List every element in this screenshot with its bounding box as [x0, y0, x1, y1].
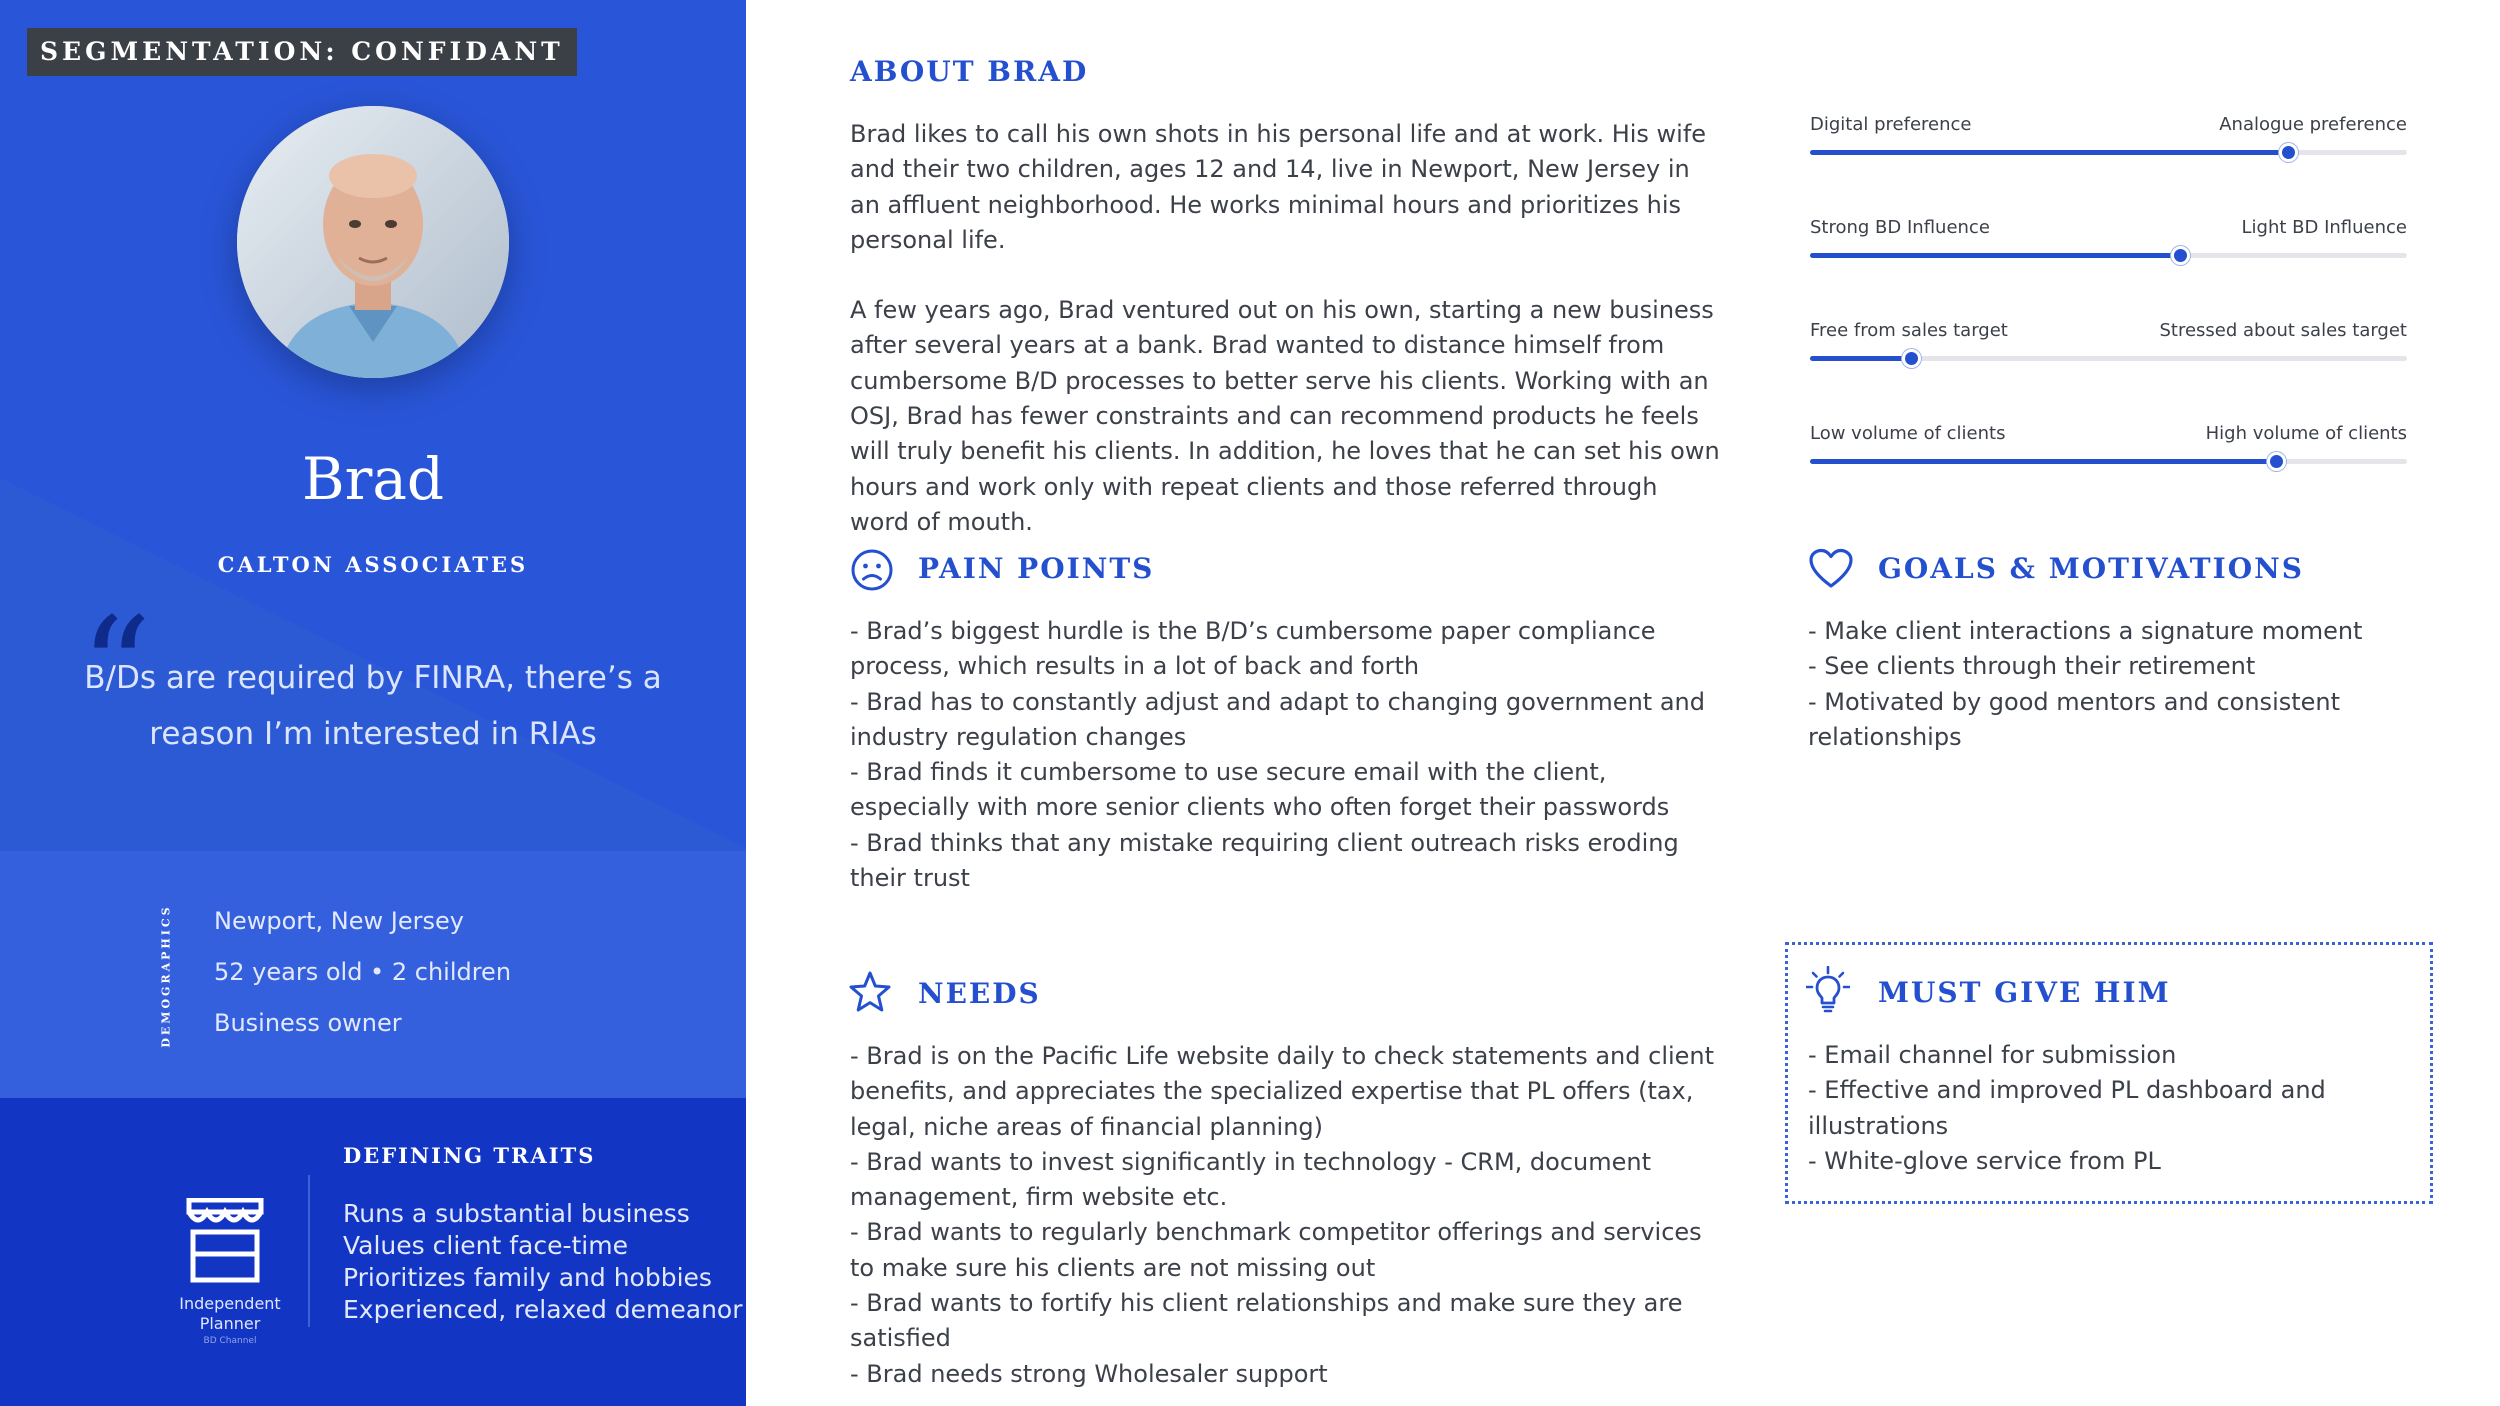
pain-point-item: - Brad thinks that any mistake requiring client outreach risks eroding their trust: [850, 828, 1679, 893]
must-give-him-list: [1808, 1038, 2418, 1179]
must-give-item: - Effective and improved PL dashboard and illustrations: [1808, 1076, 2326, 1140]
bd-channel-label: BD Channel: [203, 1336, 257, 1346]
quote-mark-icon: “: [80, 588, 152, 751]
portrait-illustration: [237, 106, 509, 378]
independent-planner-label: Independent Planner: [179, 1294, 281, 1333]
slider-right-label: Stressed about sales target: [2159, 320, 2407, 341]
trait-item: Values client face-time: [343, 1231, 628, 1260]
pain-points-title: PAIN POINTS: [918, 552, 1155, 585]
need-item: - Brad wants to invest significantly in technology - CRM, document management, firm website etc.: [850, 1147, 1651, 1212]
about-paragraph: A few years ago, Brad ventured out on his own, starting a new business after several years at a bank. Brad wanted to distance himself from cumbersome B/D processes to better serve his clients. Working with an OSJ, Brad has fewer constraints and can recommend products he feels will truly benefit his clients. In addition, he loves that he can set his own hours and work only with repeat clients and those referred through word of mouth.: [850, 296, 1720, 536]
defining-traits-list: [343, 1198, 743, 1326]
slider-knob[interactable]: [1902, 349, 1921, 368]
about-title: ABOUT BRAD: [850, 55, 1089, 88]
star-icon: [848, 970, 892, 1014]
demographic-occupation: Business owner: [214, 1009, 402, 1037]
traits-divider: [308, 1175, 310, 1327]
pain-point-item: - Brad has to constantly adjust and adapt to changing government and industry regulation changes: [850, 687, 1705, 751]
slider-left-label: Low volume of clients: [1810, 423, 2006, 444]
slider-bd-influence: [1810, 217, 2407, 277]
slider-fill: [1810, 253, 2180, 258]
persona-name: Brad: [301, 445, 445, 513]
slider-digital-analogue: [1810, 114, 2407, 174]
needs-list: [850, 1039, 1720, 1392]
trait-item: Runs a substantial business: [343, 1199, 690, 1228]
slider-right-label: High volume of clients: [2205, 423, 2407, 444]
pain-points-list: [850, 614, 1720, 896]
slider-fill: [1810, 150, 2288, 155]
needs-title: NEEDS: [918, 977, 1041, 1010]
need-item: - Brad wants to regularly benchmark competitor offerings and services to make sure his clients are not missing out: [850, 1218, 1702, 1282]
slider-fill: [1810, 459, 2276, 464]
about-paragraph: Brad likes to call his own shots in his personal life and at work. His wife and their two children, ages 12 and 14, live in Newport, New Jersey in an affluent neighborhood. He works minimal hours and prioritizes his personal life.: [850, 120, 1707, 254]
lightbulb-icon: [1806, 966, 1850, 1016]
company-name: CALTON ASSOCIATES: [217, 552, 529, 577]
trait-item: Experienced, relaxed demeanor: [343, 1295, 743, 1324]
demographic-location: Newport, New Jersey: [214, 907, 464, 935]
slider-knob[interactable]: [2267, 452, 2286, 471]
goal-item: - See clients through their retirement: [1808, 652, 2256, 681]
must-give-item: - White-glove service from PL: [1808, 1146, 2161, 1175]
slider-sales-target: [1810, 320, 2407, 380]
sad-face-icon: [850, 548, 894, 592]
must-give-him-title: MUST GIVE HIM: [1878, 976, 2171, 1009]
slider-client-volume: [1810, 423, 2407, 483]
slider-fill: [1810, 356, 1911, 361]
slider-knob[interactable]: [2171, 246, 2190, 265]
demographic-age-family: 52 years old • 2 children: [214, 958, 512, 986]
segmentation-badge: SEGMENTATION: CONFIDANT: [27, 28, 577, 76]
pain-point-item: - Brad finds it cumbersome to use secure email with the client, especially with more senior clients who often forget their passwords: [850, 758, 1670, 822]
slider-left-label: Free from sales target: [1810, 320, 2008, 341]
defining-traits-title: DEFINING TRAITS: [343, 1143, 596, 1168]
about-body: [850, 117, 1720, 540]
slider-right-label: Analogue preference: [2219, 114, 2407, 135]
storefront-icon: [185, 1198, 265, 1284]
slider-left-label: Digital preference: [1810, 114, 1972, 135]
slider-right-label: Light BD Influence: [2241, 217, 2407, 238]
goal-item: - Motivated by good mentors and consistent relationships: [1808, 687, 2341, 751]
must-give-item: - Email channel for submission: [1808, 1041, 2177, 1069]
slider-knob[interactable]: [2279, 143, 2298, 162]
slider-left-label: Strong BD Influence: [1810, 217, 1990, 238]
goal-item: - Make client interactions a signature moment: [1808, 617, 2363, 645]
need-item: - Brad wants to fortify his client relationships and make sure they are satisfied: [850, 1289, 1683, 1353]
demographics-label: DEMOGRAPHICS: [159, 904, 173, 1048]
trait-item: Prioritizes family and hobbies: [343, 1263, 712, 1292]
need-item: - Brad needs strong Wholesaler support: [850, 1359, 1328, 1388]
persona-quote: B/Ds are required by FINRA, there’s a reason I’m interested in RIAs: [84, 660, 662, 752]
avatar: [237, 106, 509, 378]
heart-icon: [1808, 548, 1854, 590]
pain-point-item: - Brad’s biggest hurdle is the B/D’s cumbersome paper compliance process, which results in a lot of back and forth: [850, 617, 1656, 681]
goals-title: GOALS & MOTIVATIONS: [1878, 552, 2304, 585]
need-item: - Brad is on the Pacific Life website daily to check statements and client benefits, and appreciates the specialized expertise that PL offers (tax, legal, niche areas of financial planning): [850, 1042, 1715, 1141]
goals-list: [1808, 614, 2448, 755]
